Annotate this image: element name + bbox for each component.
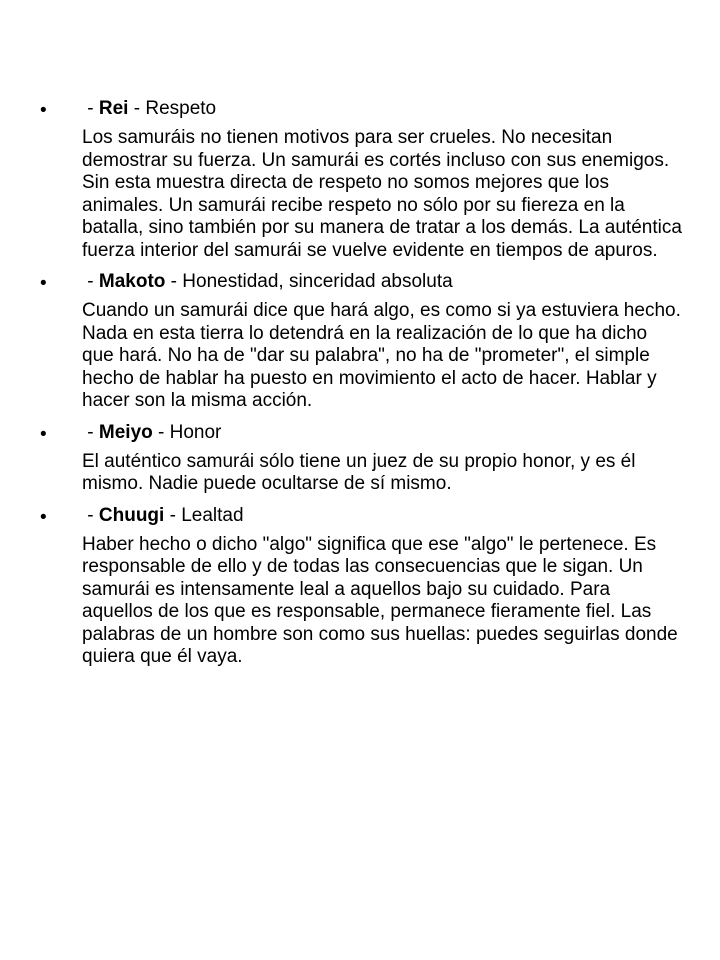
list-item-chuugi (40, 505, 690, 669)
virtue-meaning: - Lealtad (164, 504, 244, 526)
bullet-icon: • (40, 423, 47, 445)
virtue-meaning: - Honor (152, 421, 222, 443)
virtue-term: Rei (98, 98, 129, 119)
heading-prefix: - (82, 421, 99, 443)
heading-prefix: - (82, 271, 99, 292)
item-description: Haber hecho o dicho "algo" significa que ese "algo" le pertenece. Es responsable de ello y de todas las consecuencias que le sigan. Un samurái es intensamente leal a aquellos bajo su cuidado. Para aquellos de los que es responsable, permanece fieramente fiel. Las palabras de un hombre son como sus huellas: puedes seguirlas donde quiera que él vaya. (82, 533, 678, 667)
item-heading (82, 422, 690, 444)
item-heading (82, 505, 690, 527)
heading-prefix: - (82, 98, 99, 119)
bullet-icon: • (40, 273, 47, 294)
virtues-list (40, 98, 690, 678)
item-description: Los samuráis no tienen motivos para ser crueles. No necesitan demostrar su fuerza. Un samurái es cortés incluso con sus enemigos. Sin esta muestra directa de respeto no somos mejores que los animales. Un samurái recibe respeto no sólo por su fiereza en la batalla, sino también por su manera de tratar a los demás. La auténtica fuerza interior del samurái se vuelve evidente en tiempos de apuros. (82, 127, 682, 261)
bullet-icon: • (40, 506, 47, 528)
virtue-term: Chuugi (98, 504, 165, 526)
list-item-makoto (40, 271, 690, 413)
item-heading (82, 271, 690, 293)
item-description: Cuando un samurái dice que hará algo, es como si ya estuviera hecho. Nada en esta tierra lo detendrá en la realización de lo que ha dicho que hará. No ha de "dar su palabra", no ha de "prometer", el simple hecho de hablar ha puesto en movimiento el acto de hacer. Hablar y hacer son la misma acción. (82, 300, 681, 411)
virtue-term: Meiyo (98, 421, 153, 443)
bullet-icon: • (40, 100, 47, 121)
virtue-meaning: - Respeto (128, 98, 217, 119)
virtue-term: Makoto (98, 271, 166, 292)
virtue-meaning: - Honestidad, sinceridad absoluta (165, 271, 453, 292)
list-item-rei (40, 98, 690, 262)
heading-prefix: - (82, 504, 99, 526)
item-heading (82, 98, 690, 120)
item-description: El auténtico samurái sólo tiene un juez de su propio honor, y es él mismo. Nadie puede ocultarse de sí mismo. (82, 450, 636, 494)
list-item-meiyo (40, 422, 690, 496)
